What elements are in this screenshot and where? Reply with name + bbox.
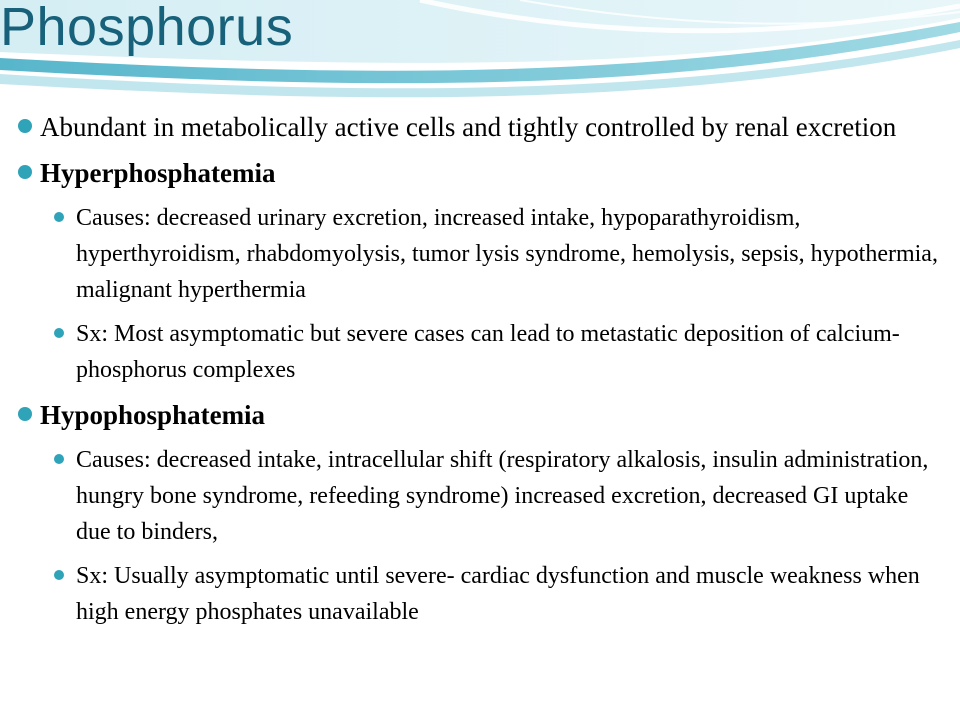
sub-bullet-dot-icon <box>54 212 64 222</box>
sub-bullet-text: Sx: Usually asymptomatic until severe- cardiac dysfunction and muscle weakness when high energy phosphates unavailable <box>76 563 920 625</box>
sub-bullet-hyper-causes <box>16 200 946 308</box>
slide-title: Phosphorus <box>0 0 294 57</box>
bullet-dot-icon <box>18 165 32 179</box>
sub-bullet-hypo-causes <box>16 442 946 550</box>
slide-body <box>16 108 946 638</box>
bullet-abundant <box>16 108 946 146</box>
sub-bullet-hypo-symptoms <box>16 558 946 630</box>
sub-bullet-text: Causes: decreased intake, intracellular shift (respiratory alkalosis, insulin administration, hungry bone syndrome, refeeding syndrome) increased excretion, decreased GI uptake due to binders, <box>76 447 929 545</box>
bullet-hyperphosphatemia <box>16 154 946 192</box>
bullet-dot-icon <box>18 119 32 133</box>
sub-bullet-text: Sx: Most asymptomatic but severe cases can lead to metastatic deposition of calcium-phosphorus complexes <box>76 321 900 383</box>
bullet-heading: Hyperphosphatemia <box>40 158 276 188</box>
sub-bullet-dot-icon <box>54 328 64 338</box>
bullet-text: Abundant in metabolically active cells and tightly controlled by renal excretion <box>40 112 897 142</box>
sub-bullet-hyper-symptoms <box>16 316 946 388</box>
sub-bullet-dot-icon <box>54 454 64 464</box>
sub-bullet-text: Causes: decreased urinary excretion, increased intake, hypoparathyroidism, hyperthyroidism, rhabdomyolysis, tumor lysis syndrome, hemolysis, sepsis, hypothermia, malignant hyperthermia <box>76 205 938 303</box>
bullet-dot-icon <box>18 407 32 421</box>
sub-bullet-dot-icon <box>54 570 64 580</box>
bullet-hypophosphatemia <box>16 396 946 434</box>
bullet-heading: Hypophosphatemia <box>40 400 266 430</box>
